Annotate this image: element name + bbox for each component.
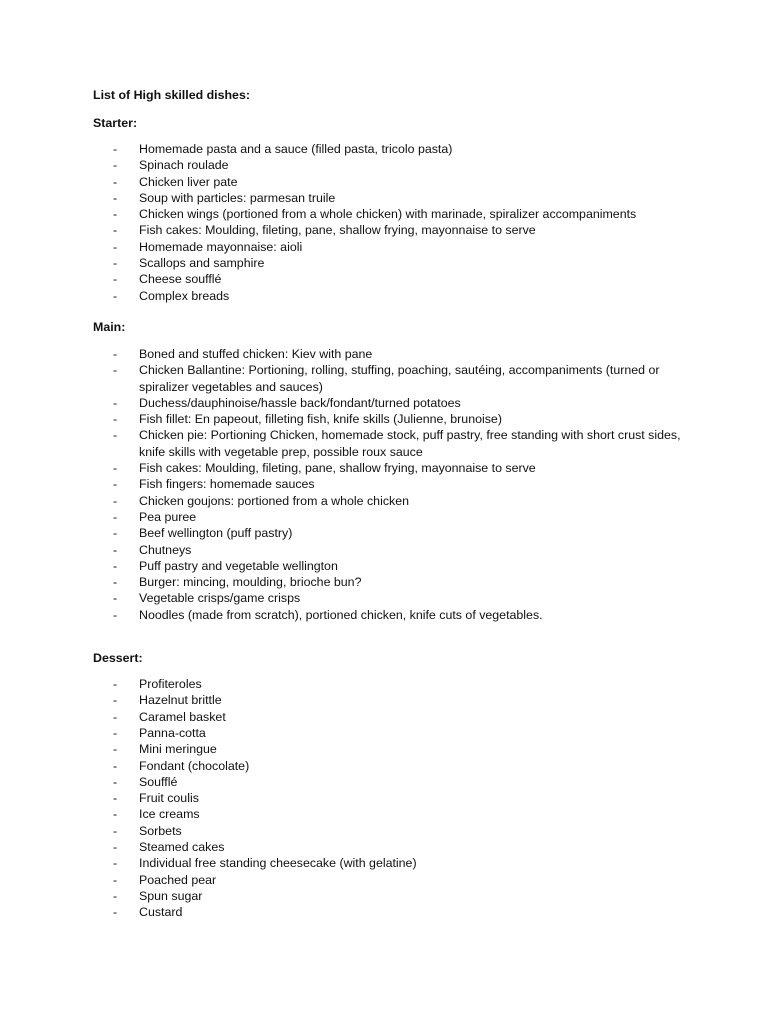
- list-item-text: Duchess/dauphinoise/hassle back/fondant/turned potatoes: [139, 395, 461, 410]
- list-item-text: Fish fingers: homemade sauces: [139, 477, 315, 492]
- bullet-dash: -: [113, 575, 118, 590]
- list-item: [93, 709, 693, 725]
- bullet-dash: -: [113, 791, 118, 806]
- bullet-dash: -: [113, 190, 118, 205]
- list-item-text: Vegetable crisps/game crisps: [139, 591, 301, 606]
- bullet-dash: -: [113, 493, 118, 508]
- list-item: [93, 190, 693, 206]
- bullet-dash: -: [113, 142, 118, 156]
- bullet-dash: -: [113, 856, 118, 871]
- list-item-text: Fruit coulis: [139, 791, 199, 806]
- bullet-dash: -: [113, 223, 118, 238]
- list-item: [93, 476, 693, 492]
- list-item: [93, 411, 693, 427]
- list-item: [93, 157, 693, 173]
- list-item: [93, 774, 693, 790]
- list-item: [93, 741, 693, 757]
- bullet-dash: -: [113, 461, 118, 476]
- bullet-dash: -: [113, 905, 118, 920]
- list-item-text: Fish fillet: En papeout, filleting fish, knife skills (Julienne, brunoise): [139, 412, 502, 427]
- list-item-text: Poached pear: [139, 872, 217, 887]
- bullet-dash: -: [113, 526, 118, 541]
- list-item: [93, 206, 693, 222]
- list-item-text: Spun sugar: [139, 888, 203, 903]
- bullet-dash: -: [113, 693, 118, 708]
- bullet-dash: -: [113, 758, 118, 773]
- list-item-text: Complex breads: [139, 288, 230, 303]
- list-item-text: Homemade mayonnaise: aioli: [139, 239, 303, 254]
- bullet-dash: -: [113, 477, 118, 492]
- list-item: [93, 872, 693, 888]
- list-item: [93, 725, 693, 741]
- list-item: [93, 141, 693, 157]
- list-item-text: Chicken pie: Portioning Chicken, homemade stock, puff pastry, free standing with short crust sides, knife skills with vegetable prep, possible roux sauce: [139, 428, 681, 459]
- list-item: [93, 823, 693, 839]
- list-item: [93, 239, 693, 255]
- bullet-dash: -: [113, 256, 118, 271]
- list-item-text: Caramel basket: [139, 709, 226, 724]
- list-item: [93, 346, 693, 362]
- list-item-text: Panna-cotta: [139, 725, 206, 740]
- list-item: [93, 692, 693, 708]
- list-item-text: Mini meringue: [139, 742, 217, 757]
- list-item-text: Chicken liver pate: [139, 174, 238, 189]
- list-item: [93, 288, 693, 304]
- list-item-text: Chutneys: [139, 542, 192, 557]
- bullet-dash: -: [113, 288, 118, 303]
- list-item: [93, 525, 693, 541]
- list-item-text: Chicken wings (portioned from a whole chicken) with marinade, spiralizer accompaniments: [139, 207, 637, 222]
- list-item-text: Fish cakes: Moulding, fileting, pane, shallow frying, mayonnaise to serve: [139, 223, 536, 238]
- main-heading: Main:: [93, 319, 126, 334]
- main-list: [93, 346, 693, 623]
- list-item-text: Fish cakes: Moulding, fileting, pane, shallow frying, mayonnaise to serve: [139, 461, 536, 476]
- bullet-dash: -: [113, 542, 118, 557]
- dessert-heading: Dessert:: [93, 651, 143, 666]
- list-item: [93, 855, 693, 871]
- list-item: [93, 460, 693, 476]
- bullet-dash: -: [113, 207, 118, 222]
- list-item-text: Individual free standing cheesecake (with gelatine): [139, 856, 417, 871]
- document-title: List of High skilled dishes:: [93, 88, 250, 102]
- bullet-dash: -: [113, 823, 118, 838]
- bullet-dash: -: [113, 239, 118, 254]
- list-item: [93, 676, 693, 692]
- list-item: [93, 427, 693, 460]
- list-item-text: Spinach roulade: [139, 158, 229, 173]
- list-item-text: Custard: [139, 905, 183, 920]
- list-item-text: Steamed cakes: [139, 839, 225, 854]
- list-item: [93, 174, 693, 190]
- list-item: [93, 790, 693, 806]
- list-item-text: Sorbets: [139, 823, 182, 838]
- list-item-text: Chicken goujons: portioned from a whole chicken: [139, 493, 409, 508]
- list-item: [93, 888, 693, 904]
- list-item-text: Cheese soufflé: [139, 272, 222, 287]
- list-item-text: Boned and stuffed chicken: Kiev with pane: [139, 346, 373, 361]
- starter-list: [93, 141, 693, 304]
- bullet-dash: -: [113, 591, 118, 606]
- list-item: [93, 493, 693, 509]
- list-item-text: Soup with particles: parmesan truile: [139, 190, 336, 205]
- bullet-dash: -: [113, 395, 118, 410]
- bullet-dash: -: [113, 839, 118, 854]
- list-item: [93, 806, 693, 822]
- bullet-dash: -: [113, 363, 118, 378]
- list-item: [93, 574, 693, 590]
- list-item: [93, 222, 693, 238]
- list-item-text: Ice creams: [139, 807, 200, 822]
- bullet-dash: -: [113, 346, 118, 361]
- bullet-dash: -: [113, 709, 118, 724]
- list-item-text: Homemade pasta and a sauce (filled pasta, tricolo pasta): [139, 142, 453, 156]
- bullet-dash: -: [113, 174, 118, 189]
- list-item-text: Scallops and samphire: [139, 256, 265, 271]
- list-item-text: Pea puree: [139, 509, 197, 524]
- bullet-dash: -: [113, 742, 118, 757]
- bullet-dash: -: [113, 428, 118, 443]
- list-item: [93, 839, 693, 855]
- list-item: [93, 395, 693, 411]
- list-item: [93, 255, 693, 271]
- bullet-dash: -: [113, 677, 118, 692]
- list-item-text: Soufflé: [139, 774, 178, 789]
- bullet-dash: -: [113, 558, 118, 573]
- bullet-dash: -: [113, 774, 118, 789]
- bullet-dash: -: [113, 272, 118, 287]
- dessert-list: [93, 676, 693, 920]
- list-item: [93, 607, 693, 623]
- bullet-dash: -: [113, 509, 118, 524]
- list-item-text: Hazelnut brittle: [139, 693, 222, 708]
- list-item-text: Puff pastry and vegetable wellington: [139, 558, 338, 573]
- starter-heading: Starter:: [93, 116, 138, 130]
- list-item: [93, 558, 693, 574]
- bullet-dash: -: [113, 807, 118, 822]
- list-item: [93, 758, 693, 774]
- list-item-text: Burger: mincing, moulding, brioche bun?: [139, 575, 362, 590]
- bullet-dash: -: [113, 412, 118, 427]
- bullet-dash: -: [113, 888, 118, 903]
- bullet-dash: -: [113, 607, 118, 622]
- list-item-text: Noodles (made from scratch), portioned chicken, knife cuts of vegetables.: [139, 607, 543, 622]
- list-item-text: Profiteroles: [139, 677, 202, 692]
- document-page: [93, 86, 693, 920]
- list-item-text: Beef wellington (puff pastry): [139, 526, 293, 541]
- list-item: [93, 509, 693, 525]
- list-item: [93, 271, 693, 287]
- list-item: [93, 904, 693, 920]
- list-item-text: Chicken Ballantine: Portioning, rolling, stuffing, poaching, sautéing, accompaniments (turned or spiralizer vegetables and sauces): [139, 363, 660, 394]
- list-item: [93, 362, 693, 395]
- list-item: [93, 542, 693, 558]
- bullet-dash: -: [113, 158, 118, 173]
- list-item-text: Fondant (chocolate): [139, 758, 250, 773]
- bullet-dash: -: [113, 725, 118, 740]
- list-item: [93, 590, 693, 606]
- bullet-dash: -: [113, 872, 118, 887]
